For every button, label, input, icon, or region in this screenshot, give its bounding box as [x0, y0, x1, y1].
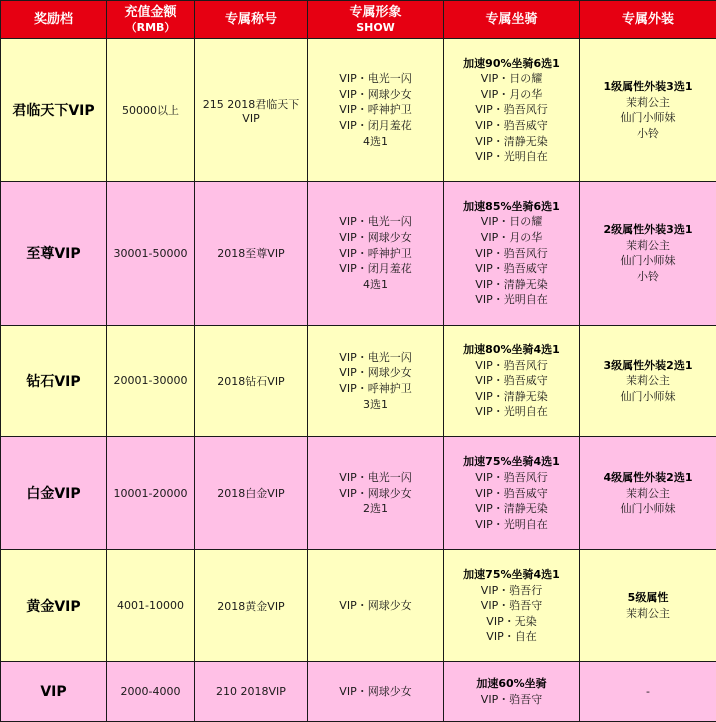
tier-name: [1, 39, 107, 182]
table-row: [1, 550, 716, 662]
cell-line: 加速60%坐骑: [476, 677, 547, 691]
cell-line: VIP・网球少女: [339, 230, 412, 244]
cell-line: 2选1: [363, 502, 388, 516]
cell-line: 加速75%坐骑4选1: [463, 567, 560, 581]
cell-line: 仙门小师妹: [620, 389, 676, 403]
exclusive-mount: [444, 39, 580, 182]
cell-line: 1级属性外装3选1: [603, 79, 693, 93]
exclusive-show: [308, 437, 444, 550]
cell-line: VIP・驺吾行: [480, 583, 543, 597]
recharge-amount: [107, 662, 195, 722]
exclusive-title: [195, 437, 308, 550]
cell-line: 黄金VIP: [26, 598, 81, 615]
cell-line: 茉莉公主: [626, 374, 670, 388]
recharge-amount: [107, 39, 195, 182]
recharge-amount: [107, 550, 195, 662]
table-row: [1, 325, 716, 437]
cell-line: VIP・驺吾威守: [475, 262, 548, 276]
table-header: [1, 1, 716, 39]
exclusive-mount: [444, 437, 580, 550]
table-row: [1, 437, 716, 550]
cell-line: 仙门小师妹: [620, 254, 676, 268]
header-outfit: 专属外装: [580, 1, 716, 39]
exclusive-show: [308, 550, 444, 662]
exclusive-outfit: [580, 550, 716, 662]
cell-line: 仙门小师妹: [620, 502, 676, 516]
exclusive-show: [308, 662, 444, 722]
exclusive-show: [308, 325, 444, 437]
exclusive-show: [308, 182, 444, 325]
cell-line: 加速90%坐骑6选1: [463, 56, 560, 70]
exclusive-title: [195, 39, 308, 182]
exclusive-title: [195, 550, 308, 662]
cell-line: VIP・电光一闪: [339, 471, 412, 485]
cell-line: VIP・网球少女: [339, 366, 412, 380]
cell-line: 小铃: [637, 126, 659, 140]
cell-line: VIP・呼神护卫: [339, 246, 412, 260]
cell-line: VIP・驺吾威守: [475, 118, 548, 132]
cell-line: VIP・驺吾风行: [475, 103, 548, 117]
exclusive-outfit: [580, 662, 716, 722]
cell-line: VIP・闭月羞花: [339, 262, 412, 276]
recharge-amount: [107, 437, 195, 550]
cell-line: VIP・闭月羞花: [339, 118, 412, 132]
cell-line: 加速75%坐骑4选1: [463, 455, 560, 469]
tier-name: [1, 325, 107, 437]
table-row: [1, 39, 716, 182]
cell-line: 50000以上: [122, 104, 179, 118]
cell-line: VIP・光明自在: [475, 150, 548, 164]
cell-line: VIP・无染: [486, 614, 537, 628]
cell-line: 4选1: [363, 134, 388, 148]
cell-line: VIP・呼神护卫: [339, 381, 412, 395]
header-tier: 奖励档: [1, 1, 107, 39]
cell-line: 20001-30000: [113, 374, 188, 388]
table-row: [1, 182, 716, 325]
cell-line: VIP・网球少女: [339, 87, 412, 101]
cell-line: 小铃: [637, 269, 659, 283]
cell-line: VIP・驺吾风行: [475, 471, 548, 485]
tier-name: [1, 437, 107, 550]
exclusive-mount: [444, 325, 580, 437]
recharge-amount: [107, 182, 195, 325]
cell-line: 2000-4000: [120, 685, 181, 699]
cell-line: VIP・清静无染: [475, 502, 548, 516]
cell-line: VIP・驺吾风行: [475, 358, 548, 372]
cell-line: 加速80%坐骑4选1: [463, 343, 560, 356]
cell-line: 茉莉公主: [626, 238, 670, 252]
exclusive-title: [195, 182, 308, 325]
cell-line: VIP・月の华: [480, 87, 543, 101]
cell-line: VIP・光明自在: [475, 293, 548, 307]
cell-line: 加速85%坐骑6选1: [463, 199, 560, 213]
cell-line: 4选1: [363, 277, 388, 291]
exclusive-outfit: [580, 182, 716, 325]
tier-name: [1, 182, 107, 325]
recharge-amount: [107, 325, 195, 437]
exclusive-title: [195, 662, 308, 722]
cell-line: 3选1: [363, 397, 388, 411]
cell-line: 10001-20000: [113, 486, 188, 500]
cell-line: 5级属性: [627, 591, 669, 605]
exclusive-mount: [444, 182, 580, 325]
cell-line: 仙门小师妹: [620, 111, 676, 125]
cell-line: 白金VIP: [26, 486, 81, 503]
exclusive-show: [308, 39, 444, 182]
cell-line: 30001-50000: [113, 246, 188, 260]
cell-line: 2018至尊VIP: [217, 247, 285, 261]
cell-line: VIP・清静无染: [475, 277, 548, 291]
cell-line: VIP・日の耀: [480, 215, 543, 229]
header-show: 专属形象 SHOW: [308, 1, 444, 39]
cell-line: VIP・驺吾风行: [475, 246, 548, 260]
cell-line: 210 2018VIP: [216, 685, 286, 699]
table-row: [1, 662, 716, 722]
cell-line: VIP・网球少女: [339, 486, 412, 500]
cell-line: VIP・驺吾守: [480, 692, 543, 706]
cell-line: 钻石VIP: [26, 373, 81, 390]
cell-line: VIP・电光一闪: [339, 350, 412, 364]
exclusive-outfit: [580, 325, 716, 437]
cell-line: 4001-10000: [117, 599, 184, 613]
cell-line: VIP・日の耀: [480, 72, 543, 86]
cell-line: 2018钻石VIP: [217, 374, 285, 388]
cell-line: VIP・驺吾守: [480, 599, 543, 613]
exclusive-title: [195, 325, 308, 437]
tier-name: [1, 550, 107, 662]
cell-line: VIP・网球少女: [339, 684, 412, 698]
cell-line: 2级属性外装3选1: [603, 223, 693, 237]
cell-line: VIP・清静无染: [475, 389, 548, 403]
cell-line: VIP・驺吾威守: [475, 374, 548, 388]
cell-line: VIP・月の华: [480, 230, 543, 244]
header-amount: 充值金额 （RMB）: [107, 1, 195, 39]
cell-line: VIP・网球少女: [339, 599, 412, 613]
cell-line: VIP: [242, 111, 260, 125]
cell-line: VIP・电光一闪: [339, 215, 412, 229]
table-body: [1, 39, 716, 722]
cell-line: VIP・电光一闪: [339, 72, 412, 86]
cell-line: 3级属性外装2选1: [603, 358, 693, 372]
tier-name: [1, 662, 107, 722]
cell-line: -: [646, 684, 650, 698]
cell-line: 茉莉公主: [626, 95, 670, 109]
exclusive-outfit: [580, 437, 716, 550]
cell-line: 茉莉公主: [626, 486, 670, 500]
exclusive-mount: [444, 550, 580, 662]
cell-line: 2018白金VIP: [217, 487, 285, 501]
cell-line: VIP・驺吾威守: [475, 486, 548, 500]
cell-line: 215 2018君临天下: [202, 97, 300, 111]
cell-line: VIP・光明自在: [475, 517, 548, 531]
cell-line: 君临天下VIP: [12, 103, 95, 120]
cell-line: VIP・光明自在: [475, 405, 548, 419]
cell-line: 至尊VIP: [26, 246, 81, 263]
cell-line: 2018黄金VIP: [217, 599, 285, 613]
header-title: 专属称号: [195, 1, 308, 39]
cell-line: 茉莉公主: [626, 606, 670, 620]
cell-line: VIP: [40, 683, 67, 700]
cell-line: VIP・呼神护卫: [339, 103, 412, 117]
cell-line: 4级属性外装2选1: [603, 471, 693, 485]
header-mount: 专属坐骑: [444, 1, 580, 39]
exclusive-mount: [444, 662, 580, 722]
exclusive-outfit: [580, 39, 716, 182]
cell-line: VIP・清静无染: [475, 134, 548, 148]
cell-line: VIP・自在: [486, 630, 537, 644]
